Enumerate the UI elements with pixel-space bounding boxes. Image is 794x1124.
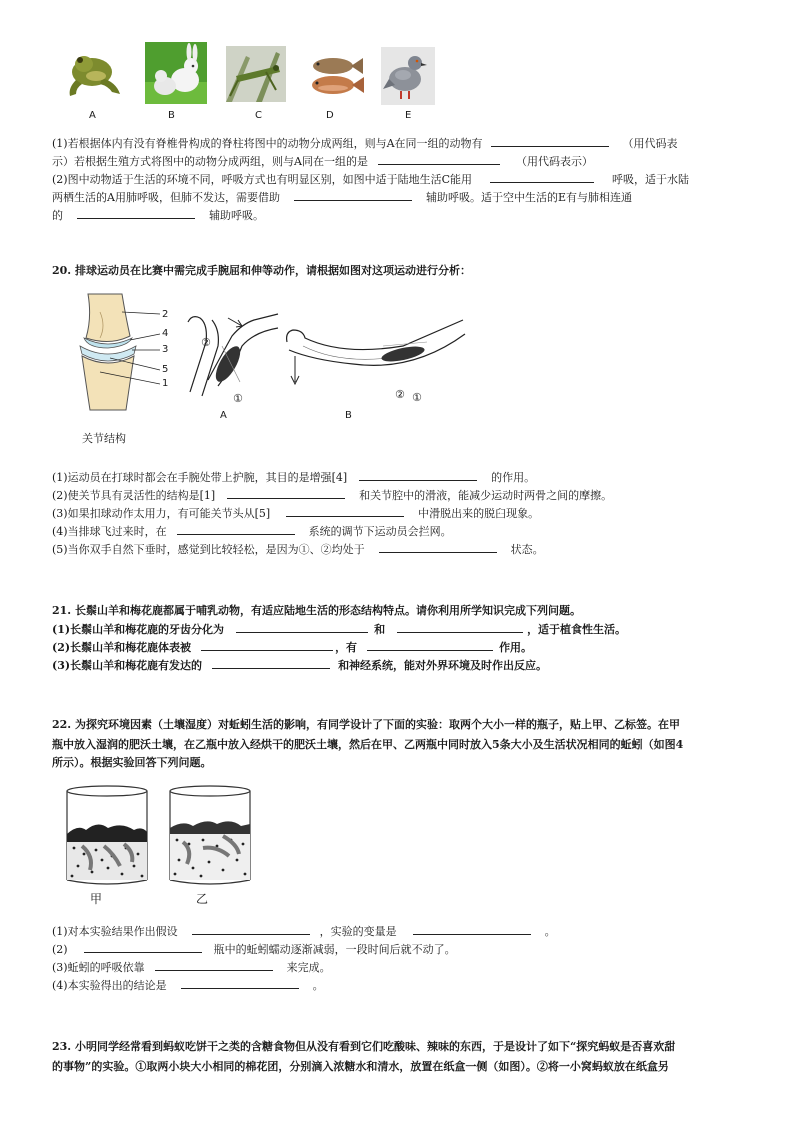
frog-image <box>62 42 124 100</box>
q19-line-5 <box>52 208 264 222</box>
q22-text: (3)蚯蚓的呼吸依靠 <box>52 961 145 974</box>
q19-line-2 <box>52 154 593 168</box>
answer-blank[interactable] <box>177 524 295 535</box>
q22-text: 。 <box>312 979 324 992</box>
fish-image <box>305 52 365 100</box>
q22-line-2 <box>52 942 456 956</box>
q20-text: (3)如果扣球动作太用力，有可能关节头从[5] <box>52 507 271 520</box>
q20-line-5 <box>52 542 544 556</box>
muscle-label-2-a: ② <box>201 336 211 349</box>
q21-text: (1)长鬃山羊和梅花鹿的牙齿分化为 <box>52 623 225 636</box>
q20-text: 和关节腔中的滑液，能减少运动时两骨之间的摩擦。 <box>359 489 613 502</box>
arm-a-label: A <box>220 410 227 421</box>
jar-yi-diagram <box>167 784 253 886</box>
q21-line-3 <box>52 658 547 672</box>
q21-text: ，有 <box>335 641 358 654</box>
q19-text: 两栖生活的A用肺呼吸，但肺不发达，需要借助 <box>52 191 280 204</box>
q19-text: (1)若根据体内有没有脊椎骨构成的脊柱将图中的动物分成两组，则与A在同一组的动物有 <box>52 137 483 150</box>
answer-blank[interactable] <box>286 506 404 517</box>
q19-text: 呼吸，适于水陆 <box>612 173 689 186</box>
q21-line-2 <box>52 640 532 654</box>
answer-blank[interactable] <box>413 924 531 935</box>
muscle-label-1-a: ① <box>233 392 243 405</box>
joint-number-3: 3 <box>162 344 169 355</box>
q20-text: 状态。 <box>510 543 544 556</box>
jar-jia-diagram <box>64 784 150 886</box>
answer-blank[interactable] <box>379 542 497 553</box>
answer-blank[interactable] <box>397 622 523 633</box>
answer-blank[interactable] <box>490 172 594 183</box>
answer-blank[interactable] <box>77 208 195 219</box>
arm-flexion-diagram <box>182 306 282 406</box>
grasshopper-image <box>226 46 286 102</box>
q21-line-1 <box>52 622 626 636</box>
joint-caption: 关节结构 <box>82 432 126 445</box>
q21-title: 21. 长鬃山羊和梅花鹿都属于哺乳动物，有适应陆地生活的形态结构特点。请你利用所学知识完成下列问题。 <box>52 604 581 617</box>
q19-text: 的 <box>52 209 63 222</box>
joint-number-2: 2 <box>162 309 169 320</box>
q20-text: 系统的调节下运动员会拦网。 <box>308 525 452 538</box>
q19-line-1 <box>52 136 678 150</box>
q22-line-4 <box>52 978 324 992</box>
muscle-label-1-b: ① <box>412 391 422 404</box>
answer-blank[interactable] <box>84 942 202 953</box>
pigeon-image <box>381 47 435 105</box>
q20-line-3 <box>52 506 539 520</box>
answer-blank[interactable] <box>181 978 299 989</box>
answer-blank[interactable] <box>192 924 310 935</box>
q19-line-3 <box>52 172 689 186</box>
q22-text: (4)本实验得出的结论是 <box>52 979 167 992</box>
answer-blank[interactable] <box>201 640 333 651</box>
jar-jia-label: 甲 <box>90 892 103 906</box>
answer-blank[interactable] <box>236 622 368 633</box>
joint-number-4: 4 <box>162 328 169 339</box>
q20-line-4 <box>52 524 452 538</box>
q19-text: （用代码表 <box>622 137 678 150</box>
q22-text: 瓶中的蚯蚓蠕动逐渐减弱，一段时间后就不动了。 <box>213 943 456 956</box>
q22-title-line-1: 22. 为探究环境因素（土壤湿度）对蚯蚓生活的影响，有同学设计了下面的实验：取两个大小一样的瓶子，贴上甲、乙标签。在甲 <box>52 718 680 731</box>
answer-blank[interactable] <box>294 190 412 201</box>
q22-text: 来完成。 <box>286 961 331 974</box>
answer-blank[interactable] <box>367 640 493 651</box>
q20-text: 的作用。 <box>491 471 536 484</box>
q20-text: (2)使关节具有灵活性的结构是[1] <box>52 489 216 502</box>
q19-text: (2)图中动物适于生活的环境不同，呼吸方式也有明显区别，如图中适于陆地生活C能用 <box>52 173 472 186</box>
q20-text: (1)运动员在打球时都会在手腕处带上护腕，其目的是增强[4] <box>52 471 348 484</box>
arm-b-label: B <box>345 410 352 421</box>
q22-text: (2) <box>52 943 68 956</box>
q23-line-1: 23. 小明同学经常看到蚂蚁吃饼干之类的含糖食物但从没有看到它们吃酸味、辣味的东西，于是设计了如下“探究蚂蚁是否喜欢甜 <box>52 1040 676 1053</box>
q19-line-4 <box>52 190 632 204</box>
q23-line-2: 的事物”的实验。①取两小块大小相同的棉花团，分别滴入浓糖水和清水，放置在纸盒一侧（如图）。②将一小窝蚂蚁放在纸盒另 <box>52 1060 669 1073</box>
muscle-label-2-b: ② <box>395 388 405 401</box>
image-label-d: D <box>326 110 334 121</box>
answer-blank[interactable] <box>378 154 500 165</box>
answer-blank[interactable] <box>227 488 345 499</box>
answer-blank[interactable] <box>359 470 477 481</box>
image-label-c: C <box>255 110 262 121</box>
image-label-b: B <box>168 110 175 121</box>
q22-title-line-3: 所示）。根据实验回答下列问题。 <box>52 756 212 769</box>
image-label-a: A <box>89 110 96 121</box>
q21-text: (3)长鬃山羊和梅花鹿有发达的 <box>52 659 203 672</box>
rabbit-image <box>145 42 207 104</box>
q20-line-1 <box>52 470 535 484</box>
joint-number-5: 5 <box>162 364 169 375</box>
q19-text: （用代码表示） <box>515 155 593 168</box>
q22-title-line-2: 瓶中放入湿润的肥沃土壤，在乙瓶中放入经烘干的肥沃土壤，然后在甲、乙两瓶中同时放入5条大小及生活状况相同的蚯蚓（如图4 <box>52 738 684 751</box>
q20-text: 中滑脱出来的脱臼现象。 <box>418 507 540 520</box>
q22-line-1 <box>52 924 556 938</box>
q20-text: (5)当你双手自然下垂时，感觉到比较轻松，是因为①、②均处于 <box>52 543 365 556</box>
q19-text: 示）若根据生殖方式将图中的动物分成两组，则与A同在一组的是 <box>52 155 368 168</box>
q21-text: 和 <box>374 623 386 636</box>
answer-blank[interactable] <box>155 960 273 971</box>
image-label-e: E <box>405 110 412 121</box>
q21-text: ，适于植食性生活。 <box>527 623 627 636</box>
q19-text: 辅助呼吸。 <box>209 209 264 222</box>
q20-line-2 <box>52 488 612 502</box>
arm-extension-diagram <box>283 316 468 396</box>
q21-text: (2)长鬃山羊和梅花鹿体表被 <box>52 641 192 654</box>
q20-text: (4)当排球飞过来时，在 <box>52 525 167 538</box>
jar-yi-label: 乙 <box>196 892 209 906</box>
q22-text: 。 <box>544 925 556 938</box>
joint-number-1: 1 <box>162 378 169 389</box>
q22-text: (1)对本实验结果作出假设 <box>52 925 178 938</box>
q20-title: 20. 排球运动员在比赛中需完成手腕屈和伸等动作，请根据如图对这项运动进行分析： <box>52 264 471 277</box>
q22-line-3 <box>52 960 331 974</box>
q22-text: ，实验的变量是 <box>319 925 397 938</box>
q21-text: 和神经系统，能对外界环境及时作出反应。 <box>338 659 548 672</box>
q21-text: 作用。 <box>499 641 533 654</box>
answer-blank[interactable] <box>491 136 609 147</box>
q19-text: 辅助呼吸。适于空中生活的E有与肺相连通 <box>425 191 632 204</box>
answer-blank[interactable] <box>212 658 330 669</box>
